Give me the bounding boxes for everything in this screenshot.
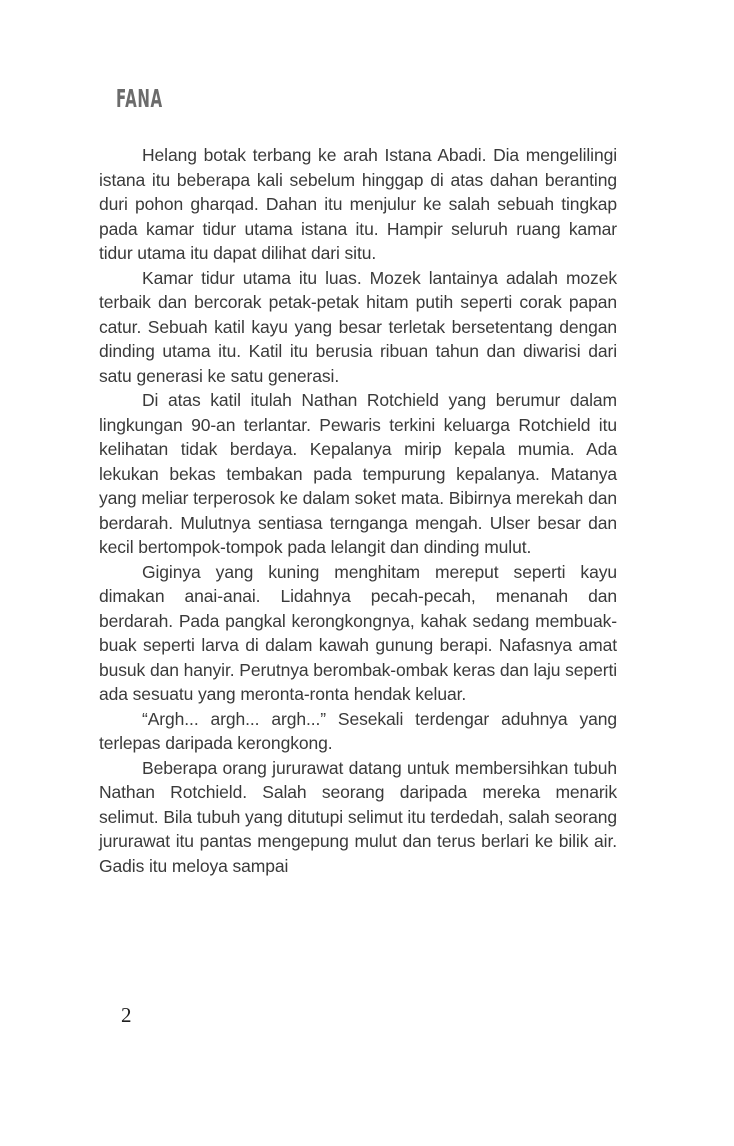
- paragraph-5: “Argh... argh... argh...” Sesekali terdengar aduhnya yang terlepas daripada kerongkong.: [99, 708, 617, 753]
- paragraph-1: Helang botak terbang ke arah Istana Abadi. Dia mengelilingi istana itu beberapa kali sebelum hinggap di atas dahan beranting duri pohon gharqad. Dahan itu menjulur ke salah sebuah tingkap pada kamar tidur utama istana itu. Hampir seluruh ruang kamar tidur utama itu dapat dilihat dari situ.: [99, 145, 617, 263]
- running-header-title: FANA: [116, 84, 163, 113]
- paragraph-2: Kamar tidur utama itu luas. Mozek lantainya adalah mozek terbaik dan bercorak petak-petak hitam putih seperti corak papan catur. Sebuah katil kayu yang besar terletak bersetentang dengan dinding utama itu. Katil itu berusia ribuan tahun dan diwarisi dari satu generasi ke satu generasi.: [99, 267, 617, 386]
- paragraph-3: Di atas katil itulah Nathan Rotchield yang berumur dalam lingkungan 90-an terlantar. Pewaris terkini keluarga Rotchield itu kelihatan tidak berdaya. Kepalanya mirip kepala mumia. Ada lekukan bekas tembakan pada tempurung kepalanya. Matanya yang meliar terperosok ke dalam soket mata. Bibirnya merekah dan berdarah. Mulutnya sentiasa ternganga mengah. Ulser besar dan kecil bertompok-tompok pada lelangit dan dinding mulut.: [99, 390, 617, 557]
- paragraph-6: Beberapa orang jururawat datang untuk membersihkan tubuh Nathan Rotchield. Salah seorang daripada mereka menarik selimut. Bila tubuh yang ditutupi selimut itu terdedah, salah seorang jururawat itu pantas mengepung mulut dan terus berlari ke bilik air. Gadis itu meloya sampai: [99, 757, 617, 876]
- paragraph-4: Giginya yang kuning menghitam mereput seperti kayu dimakan anai-anai. Lidahnya pecah-pecah, menanah dan berdarah. Pada pangkal kerongkongnya, kahak sedang membuak-buak seperti larva di dalam kawah gunung berapi. Nafasnya amat busuk dan hanyir. Perutnya berombak-ombak keras dan laju seperti ada sesuatu yang meronta-ronta hendak keluar.: [99, 561, 617, 704]
- body-text-block: [99, 143, 617, 878]
- page-number: 2: [121, 1003, 132, 1027]
